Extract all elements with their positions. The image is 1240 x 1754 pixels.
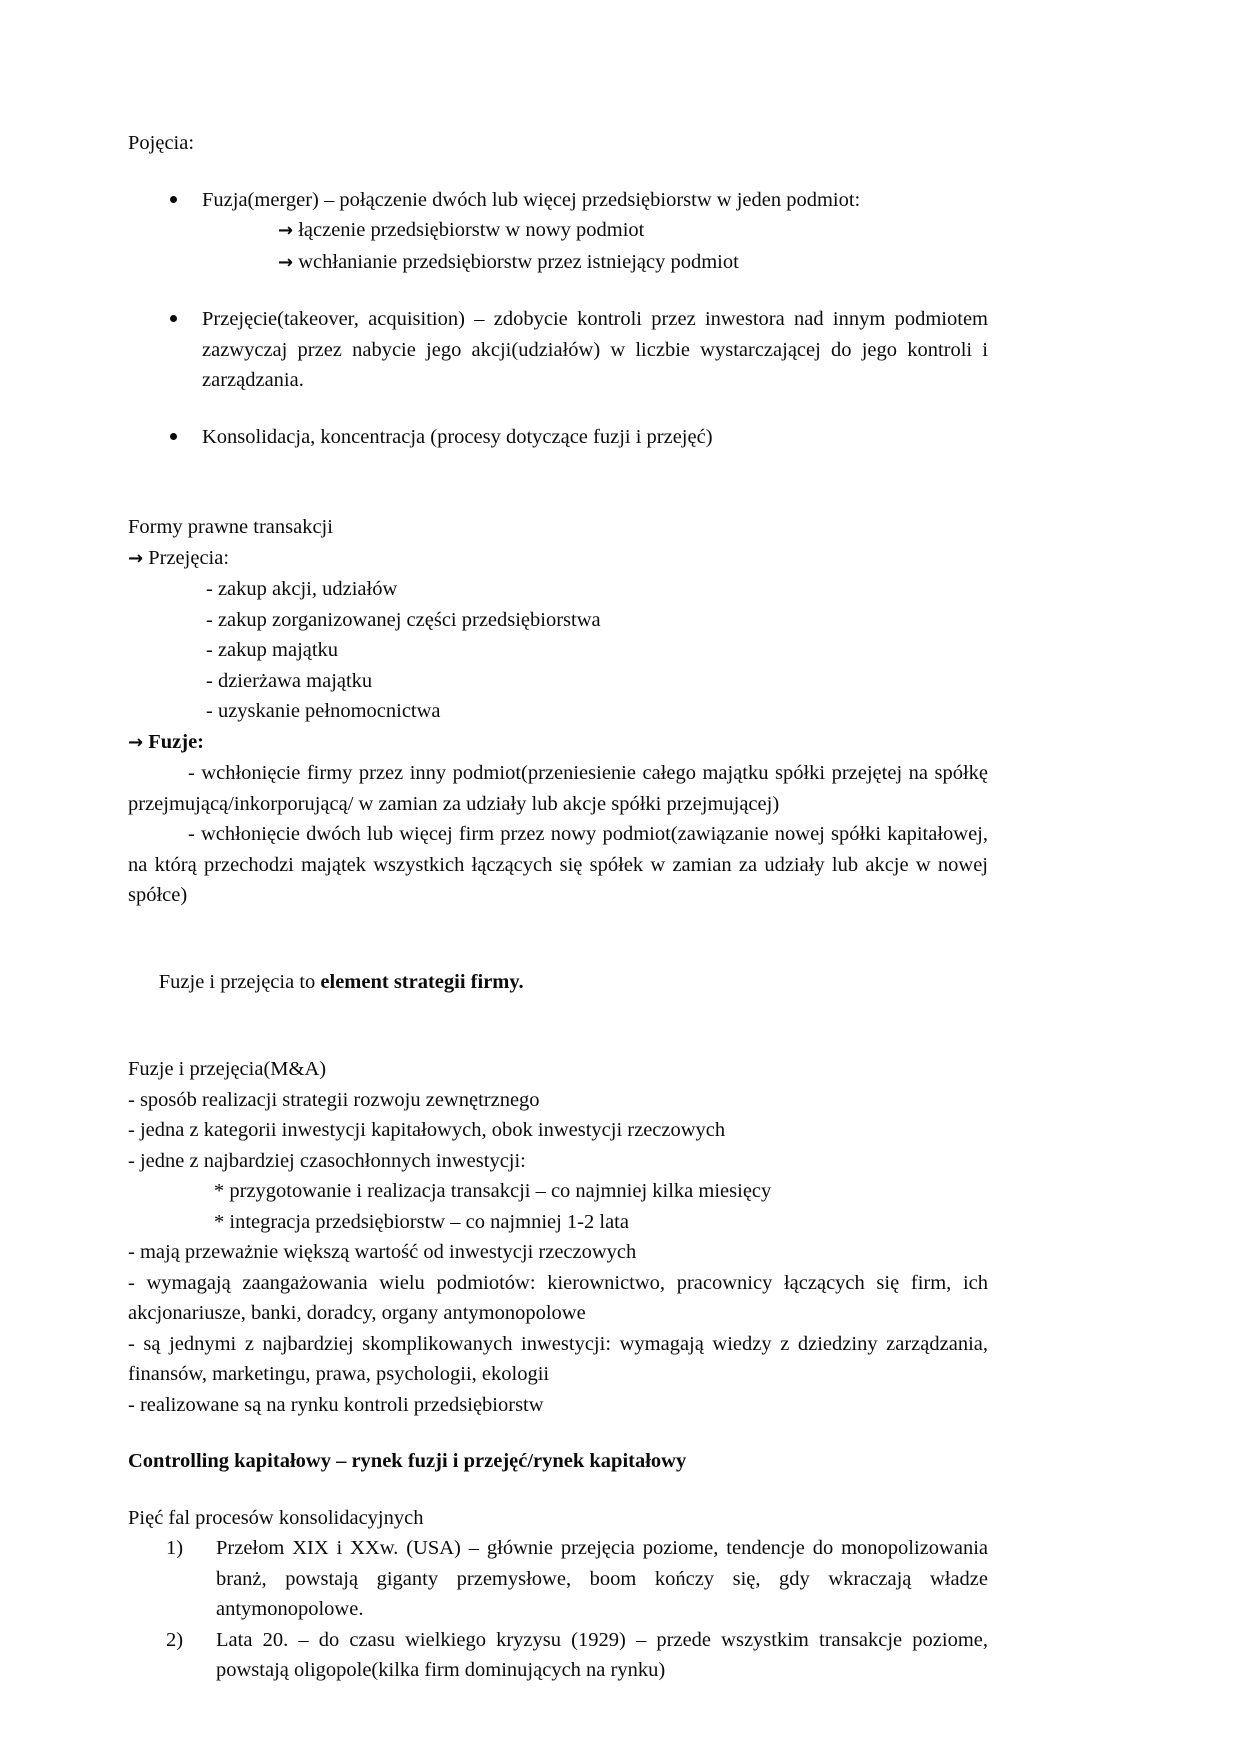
przejecia-item-3: - zakup majątku xyxy=(206,639,339,661)
spacer xyxy=(128,486,988,512)
strategy-line-bold: element strategii firmy. xyxy=(320,971,524,993)
concept-text-1: Fuzja(merger) – połączenie dwóch lub więcej przedsiębiorstw w jeden podmiot: xyxy=(202,188,861,211)
przejecia-item-4: - dzierżawa majątku xyxy=(206,669,373,692)
ma-item-7: - realizowane są na rynku kontroli przedsiębiorstw xyxy=(128,1393,544,1416)
concept-sub-1-2 xyxy=(128,247,988,279)
concept-text-3: Konsolidacja, koncentracja (procesy dotyczące fuzji i przejęć) xyxy=(202,425,713,448)
fala-number-2: 2) xyxy=(166,1628,184,1651)
ma-item-1: - sposób realizacji strategii rozwoju zewnętrznego xyxy=(128,1088,540,1111)
spacer xyxy=(128,1477,988,1503)
heading-ma: Fuzje i przejęcia(M&A) xyxy=(128,1058,327,1080)
spacer xyxy=(128,1420,988,1446)
concept-bullet-3 xyxy=(128,422,988,453)
ma-item-3: - jedne z najbardziej czasochłonnych inwestycji: xyxy=(128,1149,526,1172)
strategy-line xyxy=(128,937,988,1029)
ma-item-6: - są jednymi z najbardziej skomplikowanych inwestycji: wymagają wiedzy z dziedziny zarządzania, finansów, marketingu, prawa, psychologii, ekologii xyxy=(128,1332,988,1385)
concept-bullet-1 xyxy=(128,185,988,216)
przejecia-label-row xyxy=(128,543,988,575)
fuzje-label-row xyxy=(128,727,988,759)
spacer xyxy=(128,452,988,486)
ma-item-2: - jedna z kategorii inwestycji kapitałowych, obok inwestycji rzeczowych xyxy=(128,1119,726,1141)
fala-text-2: Lata 20. – do czasu wielkiego kryzysu (1929) – przede wszystkim transakcje poziome, powstają oligopole(kilka firm dominujących na rynku) xyxy=(216,1628,988,1681)
ma-item-4: - mają przeważnie większą wartość od inwestycji rzeczowych xyxy=(128,1241,637,1263)
arrow-right-icon: → xyxy=(128,731,144,753)
fala-item-1 xyxy=(128,1533,988,1625)
heading-pojecia: Pojęcia: xyxy=(128,132,195,154)
fala-item-2 xyxy=(128,1625,988,1686)
heading-fale: Pięć fal procesów konsolidacyjnych xyxy=(128,1506,424,1529)
arrow-right-icon: → xyxy=(128,547,144,569)
concept-sub-1-1 xyxy=(128,215,988,247)
bullet-icon xyxy=(170,196,177,203)
ma-item-5: - wymagają zaangażowania wielu podmiotów: kierownictwo, pracownicy łączących się firm, ich akcjonariusze, banki, doradcy, organy antymonopolowe xyxy=(128,1271,988,1324)
fuzje-item-1: - wchłonięcie firmy przez inny podmiot(przeniesienie całego majątku spółki przejętej na spółkę przejmującą/inkorporującą/ w zamian za udziały lub akcje spółki przejmującej) xyxy=(128,762,988,815)
controlling-line: Controlling kapitałowy – rynek fuzji i przejęć/rynek kapitałowy xyxy=(128,1450,687,1472)
arrow-right-icon: → xyxy=(278,220,294,241)
przejecia-item-5: - uzyskanie pełnomocnictwa xyxy=(206,700,441,722)
fuzje-item-2: - wchłonięcie dwóch lub więcej firm przez nowy podmiot(zawiązanie nowej spółki kapitałowej, na którą przechodzi majątek wszystkich łączących się spółek w zamian za udziały lub akcje w nowej spółce) xyxy=(128,823,988,906)
spacer xyxy=(128,911,988,937)
fala-number-1: 1) xyxy=(166,1537,184,1559)
heading-formy-prawne: Formy prawne transakcji xyxy=(128,516,333,538)
concept-bullet-2 xyxy=(128,304,988,396)
bullet-icon xyxy=(170,315,177,322)
fuzje-label: Fuzje: xyxy=(148,730,204,753)
document-body xyxy=(128,128,988,1686)
przejecia-item-2: - zakup zorganizowanej części przedsiębiorstwa xyxy=(206,608,601,631)
concept-text-2: Przejęcie(takeover, acquisition) – zdobycie kontroli przez inwestora nad innym podmiotem zazwyczaj przez nabycie jego akcji(udziałów) w liczbie wystarczającej do jego kontroli i zarządzania. xyxy=(202,308,988,391)
concept-sub-text-1-2: wchłanianie przedsiębiorstw przez istniejący podmiot xyxy=(298,250,739,273)
spacer xyxy=(128,1028,988,1054)
spacer xyxy=(128,396,988,422)
ma-star-2: * integracja przedsiębiorstw – co najmniej 1-2 lata xyxy=(214,1210,629,1233)
strategy-line-prefix: Fuzje i przejęcia to xyxy=(158,971,321,993)
concept-sub-text-1-1: łączenie przedsiębiorstw w nowy podmiot xyxy=(298,219,645,241)
arrow-right-icon: → xyxy=(278,251,294,273)
fala-text-1: Przełom XIX i XXw. (USA) – głównie przejęcia poziome, tendencje do monopolizowania branż, powstają giganty przemysłowe, boom kończy się, gdy wkraczają władze antymonopolowe. xyxy=(216,1537,988,1620)
spacer xyxy=(128,278,988,304)
bullet-icon xyxy=(170,433,177,440)
ma-star-1: * przygotowanie i realizacja transakcji – co najmniej kilka miesięcy xyxy=(214,1180,772,1202)
spacer xyxy=(128,159,988,185)
przejecia-label: Przejęcia: xyxy=(148,546,230,569)
przejecia-item-1: - zakup akcji, udziałów xyxy=(206,578,398,600)
